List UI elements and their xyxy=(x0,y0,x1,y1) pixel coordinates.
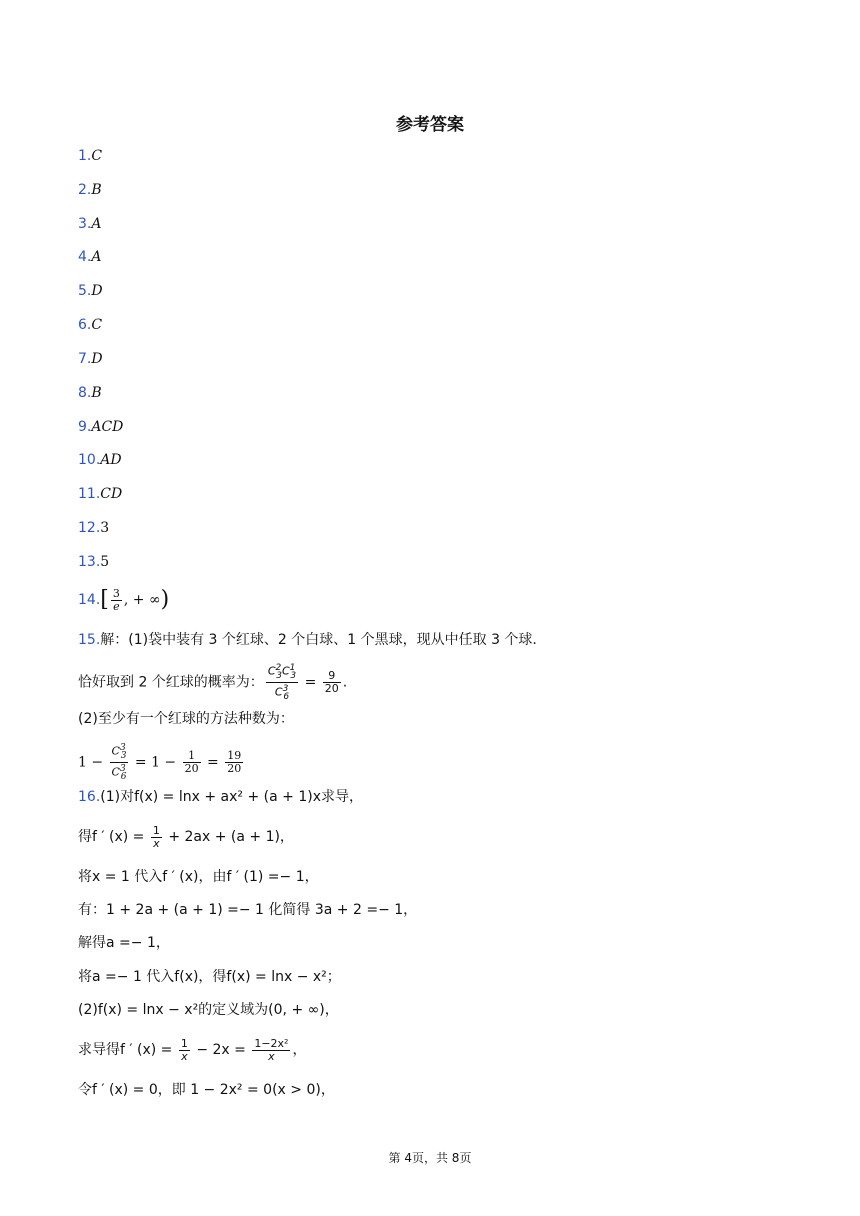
answer-number: 7. xyxy=(78,351,92,367)
q16-line-4: 有：1 + 2a + (a + 1) =− 1 化简得 3a + 2 =− 1， xyxy=(78,902,418,918)
fraction: $\frac{1}{x}$ xyxy=(152,823,160,850)
answer-value: ACD xyxy=(91,419,124,435)
answer-number: 15. xyxy=(78,632,101,648)
answer-value: D xyxy=(91,351,103,367)
fraction: $\frac{9}{20}$ xyxy=(324,668,339,695)
page-footer: 第 4页，共 8页 xyxy=(388,1151,472,1165)
answer-6 xyxy=(78,315,102,335)
answer-value: C xyxy=(91,317,103,333)
answer-3 xyxy=(78,214,101,234)
answer-value: B xyxy=(91,385,102,401)
q16-line-7: (2)f(x) = lnx − x²的定义域为(0, + ∞)， xyxy=(78,1002,339,1018)
fraction: $\frac{19}{20}$ xyxy=(227,748,242,775)
answer-number: 4. xyxy=(78,249,92,265)
answer-value: 5 xyxy=(100,554,110,570)
answer-8 xyxy=(78,383,102,403)
answer-value: AD xyxy=(100,452,122,468)
fraction: $\frac{C^3_3}{C^3_6}$ xyxy=(111,743,127,782)
answer-5 xyxy=(78,281,103,301)
answer-number: 16. xyxy=(78,789,101,805)
answer-value: C xyxy=(91,148,103,164)
answer-12 xyxy=(78,518,109,538)
fraction: $\frac{1}{20}$ xyxy=(184,748,199,775)
answer-number: 9. xyxy=(78,419,92,435)
answer-number: 3. xyxy=(78,216,92,232)
answer-number: 14. xyxy=(78,592,101,608)
q15-line-4: 1 − $\frac{C^3_3}{C^3_6}$ = 1 − $\frac{1}{20}$ = $\frac{19}{20}$ xyxy=(78,743,242,782)
fraction: $\frac{\text{1−2x²}}{x}$ xyxy=(254,1036,289,1063)
answer-10 xyxy=(78,450,122,470)
answer-number: 1. xyxy=(78,148,92,164)
fraction: $\frac{C^2_3C^1_3}{C^3_6}$ xyxy=(267,663,297,702)
answer-13 xyxy=(78,552,109,572)
answer-number: 6. xyxy=(78,317,92,333)
answer-7 xyxy=(78,349,103,369)
answer-1 xyxy=(78,146,102,166)
answer-14: 14.[ $\frac{3}{e}$ , + ∞) xyxy=(78,586,170,613)
q16-line-8: 求导得f ′ (x) = $\frac{1}{x}$ − 2x = $\frac{\text{1−2x²}}{x}$ ， xyxy=(78,1036,307,1063)
answer-value: B xyxy=(91,182,102,198)
q16-line-6: 将a =− 1 代入f(x)，得f(x) = lnx − x²； xyxy=(78,969,341,985)
q16-line-5: 解得a =− 1， xyxy=(78,935,170,951)
answer-number: 13. xyxy=(78,554,101,570)
answer-value: A xyxy=(91,249,102,265)
answer-4 xyxy=(78,247,101,267)
answer-number: 11. xyxy=(78,486,101,502)
q16-line-9: 令f ′ (x) = 0，即 1 − 2x² = 0(x > 0)， xyxy=(78,1082,335,1098)
q15-line-3: (2)至少有一个红球的方法种数为： xyxy=(78,711,294,727)
q15-line-1: 15.解：(1)袋中装有 3 个红球、2 个白球、1 个黑球，现从中任取 3 个球. xyxy=(78,632,537,648)
answer-9 xyxy=(78,417,123,437)
answer-value: D xyxy=(91,283,103,299)
page-title: 参考答案 xyxy=(396,115,464,135)
fraction: $\frac{3}{e}$ xyxy=(112,586,120,613)
answer-number: 12. xyxy=(78,520,101,536)
q16-line-3: 将x = 1 代入f ′ (x)，由f ′ (1) =− 1， xyxy=(78,869,319,885)
q15-line-2: 恰好取到 2 个红球的概率为： $\frac{C^2_3C^1_3}{C^3_6}$ = $\frac{9}{20}$ . xyxy=(78,663,348,702)
answer-number: 5. xyxy=(78,283,92,299)
answer-value: A xyxy=(91,216,102,232)
q16-line-1: 16.(1)对f(x) = lnx + ax² + (a + 1)x求导， xyxy=(78,789,363,805)
answer-number: 10. xyxy=(78,452,101,468)
answer-number: 2. xyxy=(78,182,92,198)
answer-number: 8. xyxy=(78,385,92,401)
answer-2 xyxy=(78,180,102,200)
q16-line-2: 得f ′ (x) = $\frac{1}{x}$ + 2ax + (a + 1)， xyxy=(78,823,294,850)
answer-11 xyxy=(78,484,122,504)
answer-value: 3 xyxy=(100,520,110,536)
fraction: $\frac{1}{x}$ xyxy=(180,1036,188,1063)
answer-value: CD xyxy=(100,486,123,502)
